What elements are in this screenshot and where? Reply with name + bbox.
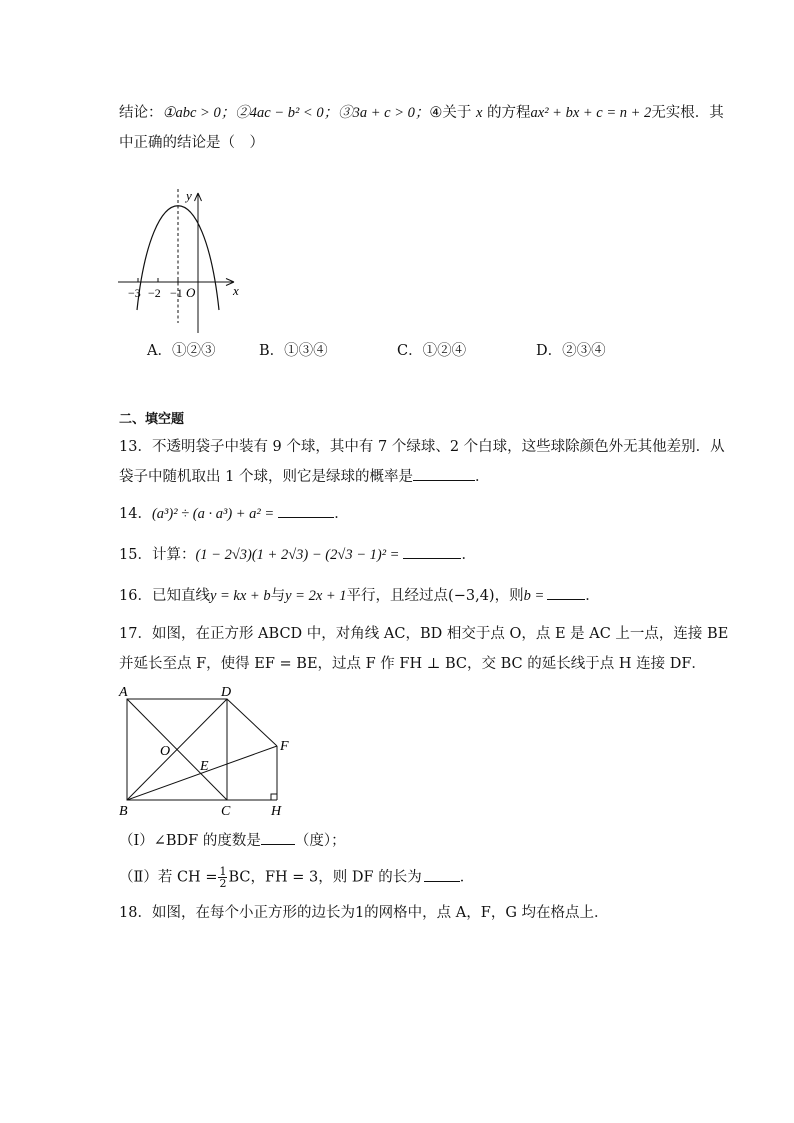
q14-end: ． [334,506,349,522]
y-label: y [186,188,192,203]
tick-label-neg1: −1 [170,286,183,300]
q17-part2 [119,866,474,889]
q13-text: 袋子中随机取出 1 个球，则它是绿球的概率是 [119,469,413,485]
fraction-one-half [218,866,227,889]
tick-label-neg3: −3 [128,286,141,300]
x-label: x [233,283,239,298]
label-d: D [221,685,232,700]
q12-conclusions-line1 [119,103,724,123]
q13-line1: 13．不透明袋子中装有 9 个球，其中有 7 个绿球、2 个白球，这些球除颜色外无其他差别．从 [119,439,725,455]
q12-conclusion-4-equation: ax² + bx + c = n + 2 [530,105,652,121]
label-h: H [271,804,282,818]
square-figure [113,683,293,818]
label-f: F [280,739,289,754]
q15-expression: (1 − 2√3)(1 + 2√3) − (2√3 − 1)² = [195,547,400,563]
label-e: E [200,759,209,774]
q12-conclusion-4-var: x [475,105,483,121]
q17-line2: 并延长至点 F，使得 EF = BE，过点 F 作 FH ⊥ BC，交 BC 的延长线于点 H 连接 DF． [119,656,706,672]
q15-prefix: 15．计算： [119,547,196,563]
label-o: O [160,744,171,759]
q16-point: (−3,4) [448,588,495,604]
q15-line [119,544,476,565]
q12-prefix: 结论： [119,105,163,121]
origin-label: O [186,285,196,300]
q12-conclusion-1: ①abc > 0； [162,105,236,121]
q14-answer-blank[interactable] [278,503,334,518]
q12-conclusion-3: ③3a + c > 0； [338,105,430,121]
q17-part2-text: （Ⅱ）若 CH = [119,869,218,886]
label-c: C [221,804,231,818]
q14-prefix: 14． [119,506,152,522]
q13-answer-blank[interactable] [413,466,475,481]
q13-end: ． [474,469,490,485]
q16-end: ． [585,588,600,604]
q16-mid2: 平行，且经过点 [346,588,449,604]
q17-part1-blank[interactable] [261,830,295,845]
q12-conclusion-4-post: 无实根．其 [651,105,724,121]
option-d[interactable]: D．②③④ [536,343,606,359]
q12-question-line2: 中正确的结论是（ ） [119,135,264,151]
q17-part2-blank[interactable] [424,867,460,882]
label-a: A [119,685,128,700]
q17-part1 [119,830,346,851]
q16-line [119,585,600,606]
segment-df [227,699,277,746]
q18-line1: 18．如图，在每个小正方形的边长为1的网格中，点 A，F，G 均在格点上． [119,905,609,921]
fraction-numerator: 1 [219,865,227,878]
section-heading: 二、填空题 [119,412,185,427]
q12-conclusion-2: ②4ac − b² < 0； [235,105,339,121]
q17-part2-mid: BC，FH = 3，则 DF 的长为 [228,869,422,886]
q17-part2-end: ． [459,869,475,886]
fraction-denominator: 2 [219,877,227,890]
tick-label-neg2: −2 [148,286,161,300]
q14-line [119,503,349,524]
label-b: B [119,804,128,818]
q14-expression: (a³)² ÷ (a · a³) + a² = [151,506,275,522]
q16-prefix: 16．已知直线 [119,588,210,604]
q12-conclusion-4-pre: ④关于 [429,105,472,121]
q16-line1-equation: y = kx + b [209,588,271,604]
q13-line2 [119,466,489,487]
q16-var-b: b = [523,588,545,604]
q17-line1: 17．如图，在正方形 ABCD 中，对角线 AC，BD 相交于点 O，点 E 是 AC 上一点，连接 BE [119,626,729,642]
q15-end: ． [461,547,476,563]
option-a[interactable]: A．①②③ [147,343,216,359]
q16-answer-blank[interactable] [547,585,585,600]
q17-part1-text: （Ⅰ）∠BDF 的度数是 [119,833,261,849]
q16-mid3: ，则 [494,588,524,604]
q16-mid1: 与 [270,588,286,604]
option-b[interactable]: B．①③④ [259,343,328,359]
right-angle-mark [271,794,277,800]
option-c[interactable]: C．①②④ [397,343,467,359]
q15-answer-blank[interactable] [403,544,461,559]
q12-conclusion-4-mid: 的方程 [487,105,531,121]
parabola-graph [112,185,252,340]
q17-part1-post: （度）； [294,833,346,849]
q16-line2-equation: y = 2x + 1 [285,588,347,604]
